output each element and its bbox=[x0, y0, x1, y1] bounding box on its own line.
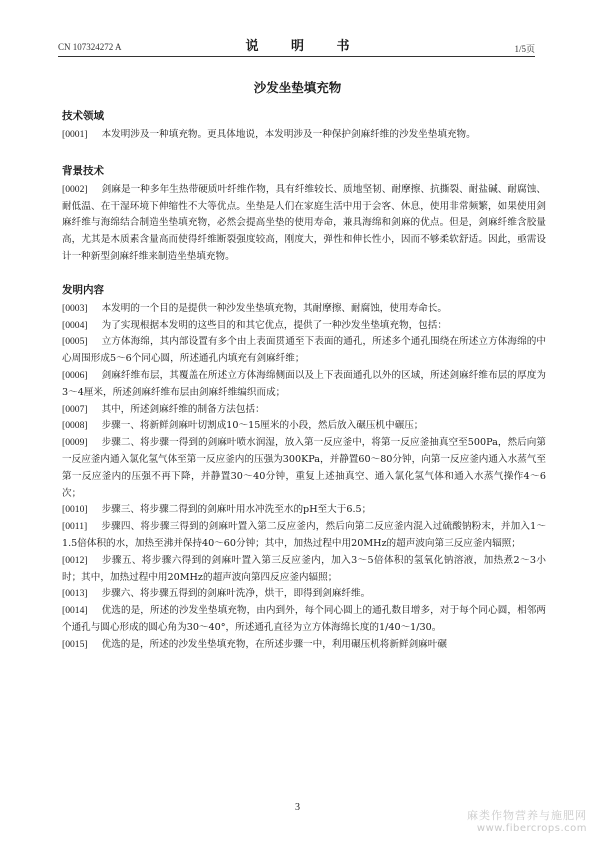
paragraph-number: [0008] bbox=[62, 420, 88, 432]
document-body bbox=[62, 109, 546, 654]
watermark-url: www.fibercrops.com bbox=[476, 823, 587, 834]
paragraph bbox=[62, 586, 546, 603]
paragraph bbox=[62, 318, 546, 335]
paragraph bbox=[62, 502, 546, 519]
watermark-title: 麻类作物营养与施肥网 bbox=[467, 809, 587, 822]
section-tech-field bbox=[62, 127, 546, 144]
paragraph-number: [0014] bbox=[62, 605, 88, 617]
paragraph-number: [0004] bbox=[62, 319, 88, 331]
paragraph bbox=[62, 553, 546, 587]
patent-number: CN 107324272 A bbox=[58, 42, 122, 52]
paragraph-text: 步骤五、将步骤六得到的剑麻叶置入第三反应釜内，加入3～5倍体积的氢氧化钠溶液，加热煮2～3小时；其中，加热过程中用20MHz的超声波向第四反应釜内辐照； bbox=[62, 554, 546, 583]
paragraph-text: 步骤一、将新鲜剑麻叶切割成10～15厘米的小段，然后放入碾压机中碾压； bbox=[101, 420, 424, 432]
section-heading-tech-field: 技术领域 bbox=[62, 110, 104, 122]
paragraph-text: 本发明的一个目的是提供一种沙发坐垫填充物，其耐摩擦、耐腐蚀，使用寿命长。 bbox=[101, 302, 447, 314]
section-heading-background: 背景技术 bbox=[62, 164, 104, 177]
paragraph-text: 立方体海绵，其内部设置有多个由上表面贯通至下表面的通孔，所述多个通孔围绕在所述立方体海绵的中心周围形成5～6个同心圆，所述通孔内填充有剑麻纤维； bbox=[62, 336, 546, 365]
paragraph bbox=[62, 402, 546, 419]
paragraph-number: [0002] bbox=[62, 183, 88, 195]
paragraph bbox=[62, 182, 546, 266]
page-header bbox=[0, 0, 595, 60]
paragraph-text: 步骤三、将步骤二得到的剑麻叶用水冲洗至水的pH至大于6.5； bbox=[101, 504, 372, 516]
paragraph-number: [0015] bbox=[62, 638, 88, 650]
paragraph-number: [0005] bbox=[62, 336, 88, 348]
paragraph bbox=[62, 519, 546, 553]
paragraph bbox=[62, 334, 546, 368]
paragraph-text: 剑麻纤维布层，其覆盖在所述立方体海绵侧面以及上下表面通孔以外的区域，所述剑麻纤维布层的厚度为3～4厘米，所述剑麻纤维布层由剑麻纤维编织而成； bbox=[62, 369, 546, 398]
section-heading-invention: 发明内容 bbox=[62, 283, 104, 296]
paragraph-text: 本发明涉及一种填充物。更具体地说，本发明涉及一种保护剑麻纤维的沙发坐垫填充物。 bbox=[101, 129, 476, 140]
paragraph-text: 其中，所述剑麻纤维的制备方法包括： bbox=[101, 403, 265, 415]
paragraph-number: [0001] bbox=[62, 129, 88, 140]
paragraph-number: [0006] bbox=[62, 369, 88, 381]
paragraph-text: 为了实现根据本发明的这些目的和其它优点，提供了一种沙发坐垫填充物，包括： bbox=[101, 319, 447, 331]
section-invention bbox=[62, 301, 546, 654]
paragraph bbox=[62, 418, 546, 435]
document-title: 沙发坐垫填充物 bbox=[253, 80, 342, 95]
document-type: 说 明 书 bbox=[245, 39, 364, 54]
paragraph-number: [0011] bbox=[62, 521, 88, 533]
page-number: 3 bbox=[295, 802, 300, 813]
section-background bbox=[62, 182, 546, 266]
paragraph-text: 剑麻是一种多年生热带硬质叶纤维作物，具有纤维较长、质地坚韧、耐摩擦、抗撕裂、耐盐碱、耐腐蚀、耐低温、在干湿环境下伸缩性不大等优点。坐垫是人们在家庭生活中用于会客、休息，使用非常频繁，如果使用剑麻纤维与海绵结合制造坐垫填充物，必然会提高坐垫的使用寿命，兼具海绵和剑麻的优点。但是，剑麻纤维含胶量高，尤其是木质素含量高而使得纤维断裂强度较高，刚度大，弹性和伸长性小，因而不够柔软舒适。因此，亟需设计一种新型剑麻纤维来制造坐垫填充物。 bbox=[62, 183, 546, 262]
paragraph bbox=[62, 603, 546, 637]
paragraph-text: 步骤四、将步骤三得到的剑麻叶置入第二反应釜内，然后向第二反应釜内混入过硫酸钠粉末，并加入1～1.5倍体积的水，加热至沸并保持40～60分钟；其中，加热过程中用20MHz的超声波向第三反应釜内辐照； bbox=[62, 521, 546, 549]
paragraph-text: 优选的是，所述的沙发坐垫填充物，由内到外，每个同心圆上的通孔数目增多，对于每个同心圆，相邻两个通孔与圆心形成的圆心角为30～40°，所述通孔直径为立方体海绵长度的1/40～1/30。 bbox=[62, 605, 546, 633]
paragraph-number: [0003] bbox=[62, 302, 88, 314]
watermark bbox=[467, 809, 587, 835]
section-spacer bbox=[62, 266, 546, 283]
paragraph-number: [0007] bbox=[62, 403, 88, 415]
paragraph-text: 步骤二、将步骤一得到的剑麻叶喷水润湿，放入第一反应釜中，将第一反应釜抽真空至500Pa，然后向第一反应釜内通入氯化氢气体至第一反应釜内的压强为300KPa，并静置60～80分钟，向第一反应釜内通入水蒸气至第一反应釜内的压强不再下降，并静置30～40分钟，重复上述抽真空、通入氯化氢气体和通入水蒸气操作4～6次； bbox=[62, 437, 546, 499]
section-spacer bbox=[62, 144, 546, 164]
paragraph bbox=[62, 301, 546, 318]
paragraph-number: [0010] bbox=[62, 504, 88, 516]
paragraph bbox=[62, 127, 546, 144]
paragraph-number: [0009] bbox=[62, 437, 88, 449]
page-info: 1/5页 bbox=[514, 44, 535, 54]
paragraph-number: [0012] bbox=[62, 554, 88, 566]
header-divider bbox=[58, 56, 535, 57]
paragraph bbox=[62, 637, 546, 654]
paragraph-text: 步骤六、将步骤五得到的剑麻叶洗净，烘干，即得到剑麻纤维。 bbox=[101, 588, 371, 600]
paragraph-number: [0013] bbox=[62, 588, 88, 600]
paragraph-text: 优选的是，所述的沙发坐垫填充物，在所述步骤一中，利用碾压机将新鲜剑麻叶碾 bbox=[101, 638, 447, 650]
paragraph bbox=[62, 368, 546, 402]
paragraph bbox=[62, 435, 546, 502]
